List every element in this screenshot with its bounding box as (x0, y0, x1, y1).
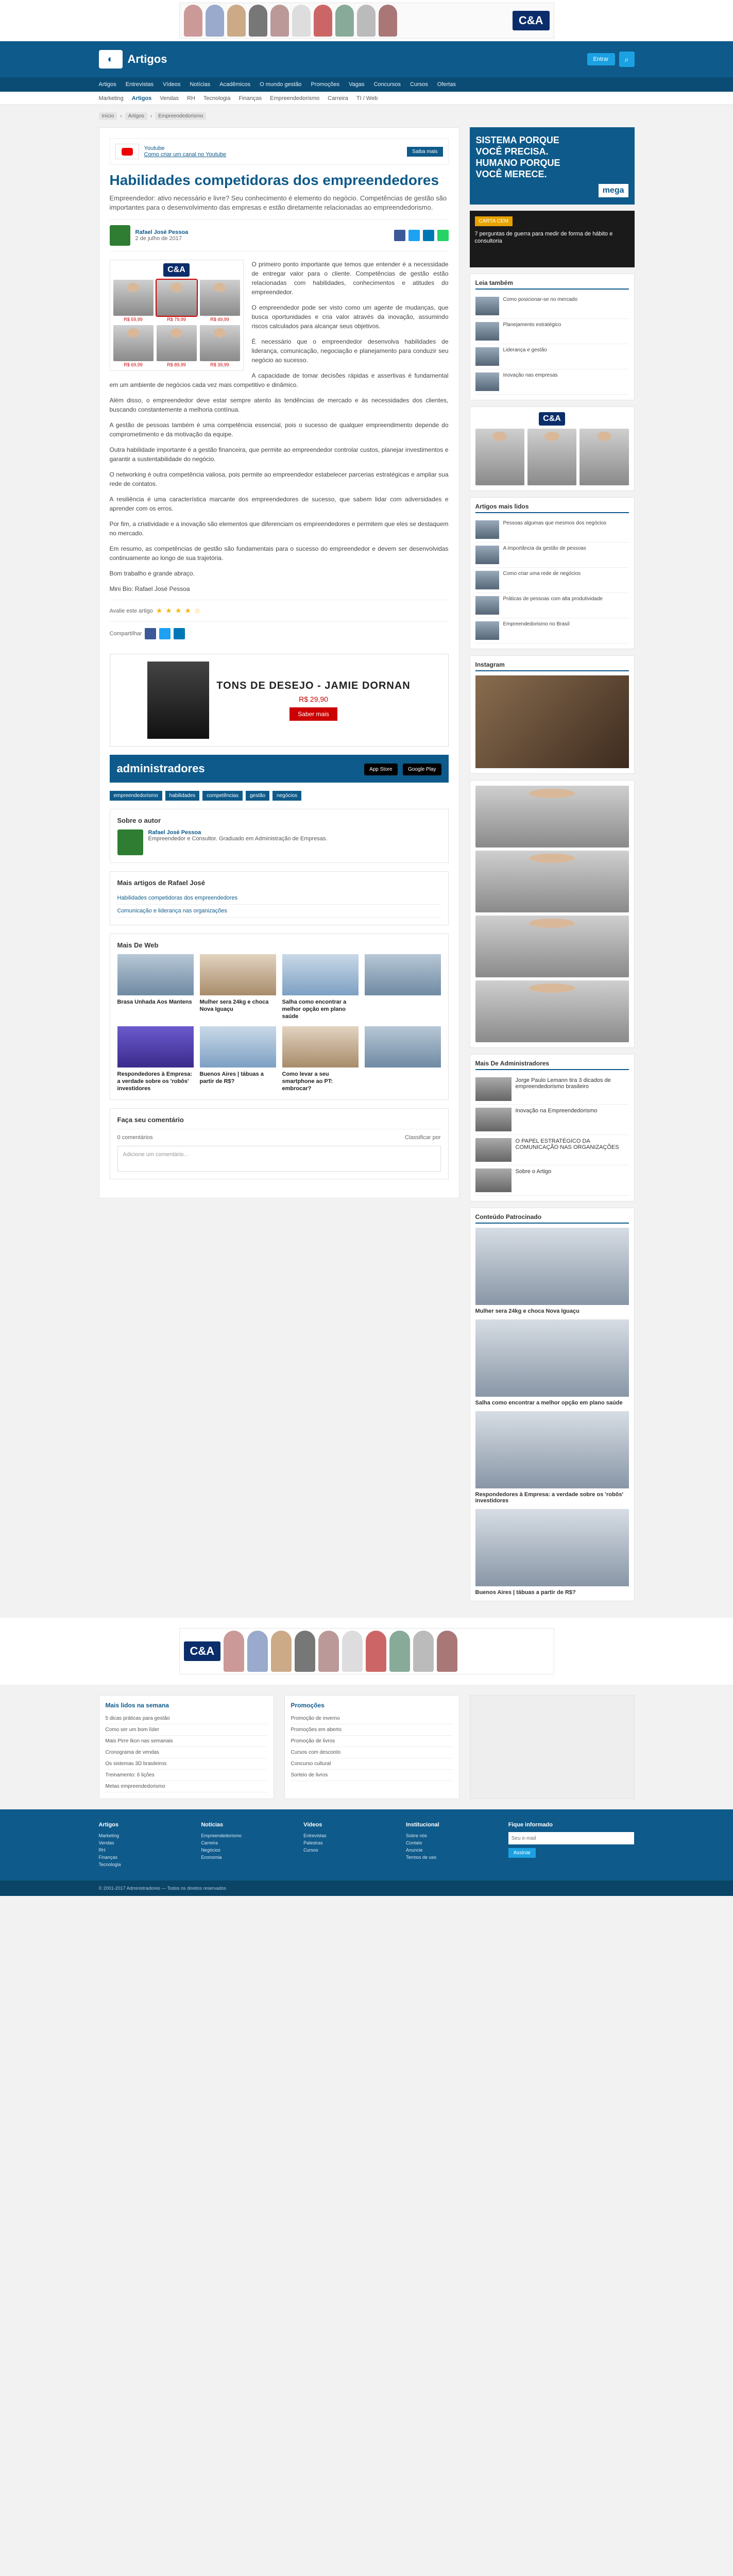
youtube-link[interactable]: Como criar um canal no Youtube (144, 151, 227, 158)
item-title: Inovação nas empresas (503, 372, 558, 378)
ad-button[interactable]: Saber mais (289, 707, 337, 721)
product-price: R$ 89,99 (167, 362, 186, 367)
product-image[interactable] (113, 325, 154, 361)
newsletter-email-input[interactable] (508, 1832, 635, 1844)
newsletter-submit-button[interactable]: Assinar (508, 1848, 536, 1858)
product-price: R$ 79,99 (167, 317, 186, 322)
sponsored-title[interactable]: Respondedores à Empresa: a verdade sobre os 'robôs' investidores (475, 1492, 624, 1504)
product-image[interactable] (475, 786, 629, 848)
tag[interactable]: gestão (246, 791, 269, 801)
article-body (110, 260, 449, 600)
web-card[interactable] (365, 954, 441, 1020)
footer-ad-slot (470, 1695, 635, 1799)
ad-model-image (247, 1631, 268, 1672)
comments-box (110, 1108, 449, 1179)
nav-item[interactable]: Promoções (311, 81, 340, 88)
dark-promo-box[interactable] (470, 211, 635, 267)
section-heading: Leia também (475, 279, 629, 290)
site-footer (0, 1809, 733, 1880)
subnav-item[interactable]: Carreira (328, 95, 348, 101)
product-price: R$ 39,99 (210, 362, 229, 367)
subnav-item[interactable]: Finanças (238, 95, 262, 101)
item-title: Inovação na Empreendedorismo (515, 1108, 598, 1114)
article-paragraph: É necessário que o empreendedor desenvolva habilidades de liderança, comunicação, negociação e planejamento para conduzir seu negócio ao sucesso. (251, 338, 449, 364)
list-item[interactable] (475, 618, 629, 643)
sidebar-product-column[interactable] (470, 780, 635, 1048)
twitter-icon[interactable] (408, 230, 420, 241)
star-icon[interactable]: ★ (156, 606, 163, 615)
item-title: Como criar uma rede de negócios (503, 571, 581, 577)
mais-da-web (110, 934, 449, 1100)
mais-administradores (470, 1054, 635, 1201)
promo-text: 7 perguntas de guerra para medir de forma de hábito e consultoria (474, 231, 613, 244)
avatar[interactable] (117, 829, 143, 855)
web-card[interactable] (117, 1026, 194, 1092)
product-image[interactable] (475, 851, 629, 912)
list-item[interactable] (475, 344, 629, 369)
ad-model-image (389, 1631, 410, 1672)
subnav-item[interactable]: Marketing (98, 95, 124, 101)
item-title: Pessoas algumas que mesmos dos negócios (503, 520, 607, 526)
article-paragraph: A gestão de pessoas também é uma competência essencial, pois o sucesso de qualquer empreendimento depende do comprometimento e da motivação da equipe. (109, 421, 449, 438)
ca-logo[interactable]: C&A (539, 412, 565, 426)
tag[interactable]: competências (202, 791, 243, 801)
article-lead: Empreendedor: ativo necessário e livre? Seu conhecimento é elemento do negócio. Competências de gestão são importantes para o desenvolvimento das empresas e estão diretamente relacionadas ao empreendedorismo. (109, 194, 447, 211)
footer-link[interactable]: Economia (201, 1855, 222, 1860)
article-paragraph: O empreendedor pode ser visto como um agente de mudanças, que busca oportunidades e cria valor através da inovação, assumindo riscos calculados para alcançar seus objetivos. (251, 304, 449, 330)
list-item[interactable] (475, 319, 629, 344)
breadcrumb-item[interactable]: Início (99, 112, 117, 120)
footer-link[interactable]: RH (98, 1848, 106, 1853)
ad-model-image (366, 1631, 386, 1672)
product-image[interactable] (579, 429, 628, 485)
rating-row (110, 600, 449, 621)
nav-item[interactable]: Artigos (98, 81, 116, 88)
banner-line: VOCÊ MERECE. (475, 169, 547, 179)
ad-model-image (335, 5, 354, 37)
banner-line: HUMANO PORQUE (475, 158, 560, 168)
copyright-text: © 2001-2017 Administradores — Todos os direitos reservados (98, 1886, 227, 1891)
card-image (117, 1026, 194, 1067)
product-image[interactable] (157, 280, 197, 316)
ca-logo[interactable]: C&A (163, 263, 190, 277)
footer-col (201, 1822, 291, 1868)
card-image (365, 1026, 441, 1067)
nav-item[interactable]: Entrevistas (125, 81, 154, 88)
list-item[interactable] (475, 1135, 629, 1165)
card-image (200, 1026, 276, 1067)
product-image[interactable] (527, 429, 576, 485)
nav-item[interactable]: Vagas (349, 81, 365, 88)
list-item[interactable]: Treinamento: 6 lições (106, 1770, 267, 1781)
section-heading: Promoções (291, 1702, 325, 1709)
ad-model-image (224, 1631, 244, 1672)
breadcrumb-item[interactable]: Artigos (125, 112, 147, 120)
footer-col (406, 1822, 496, 1868)
item-title: Liderança e gestão (503, 347, 547, 353)
product-image[interactable] (157, 325, 197, 361)
card-title: Como levar a seu smartphone ao PT: embrocar? (282, 1071, 333, 1092)
article-paragraph: Mini Bio: Rafael José Pessoa (109, 585, 190, 592)
breadcrumb-item[interactable]: Empreendedorismo (155, 112, 206, 120)
article-paragraph: O networking é outra competência valiosa, pois permite ao empreendedor estabelecer parcerias estratégicas e ampliar sua rede de contatos. (109, 471, 449, 487)
list-item[interactable]: Cronograma de vendas (106, 1747, 267, 1758)
conteudo-patrocinado (470, 1208, 635, 1601)
product-image[interactable] (475, 429, 524, 485)
copyright-bar (0, 1880, 733, 1896)
facebook-icon[interactable] (394, 230, 405, 241)
footer-link[interactable]: Palestras (303, 1840, 323, 1845)
product-image[interactable] (475, 916, 629, 977)
product-price: R$ 49,99 (210, 317, 229, 322)
item-title: Como posicionar-se no mercado (503, 297, 578, 302)
list-item[interactable]: Como ser um bom líder (106, 1724, 267, 1736)
section-heading: Mais De Web (117, 941, 159, 949)
item-title: A importância da gestão de pessoas (503, 546, 586, 551)
web-card[interactable] (200, 1026, 276, 1092)
facebook-icon[interactable] (145, 628, 156, 639)
main-nav (0, 77, 733, 92)
list-item[interactable]: Promoção de livros (291, 1736, 453, 1747)
subnav-item[interactable]: Vendas (160, 95, 179, 101)
item-title: Jorge Paulo Lemann tira 3 dicados de empreendedorismo brasileiro (515, 1077, 611, 1090)
footer-heading: Notícias (201, 1822, 224, 1828)
product-price: R$ 59,99 (124, 317, 143, 322)
ad-model-image (314, 5, 332, 37)
footer-link[interactable]: Marketing (98, 1833, 120, 1838)
article-title: Habilidades competidoras dos empreendedores (109, 172, 439, 188)
app-title: administradores (116, 762, 205, 775)
author-name[interactable]: Rafael José Pessoa (148, 829, 201, 836)
product-image[interactable] (475, 980, 629, 1042)
sponsored-title[interactable]: Mulher sera 24kg e choca Nova Iguaçu (475, 1308, 579, 1314)
list-item[interactable]: Metas empreendedorismo (106, 1781, 267, 1792)
article-paragraph: Por fim, a criatividade e a inovação são elementos que diferenciam os empreendedores e permitem que eles se destaquem no mercado. (109, 520, 449, 537)
web-card[interactable] (365, 1026, 441, 1092)
list-item[interactable] (475, 517, 629, 543)
leia-tambem (470, 274, 635, 400)
youtube-promo (110, 138, 449, 165)
item-title: Sobre o Artigo (515, 1168, 552, 1175)
subnav-item[interactable]: RH (187, 95, 195, 101)
section-heading: Mais lidos na semana (105, 1702, 169, 1709)
youtube-label: Youtube (144, 145, 165, 151)
footer-link[interactable]: Sobre nós (405, 1833, 427, 1838)
card-title: Respondedores à Empresa: a verdade sobre os 'robôs' investidores (117, 1071, 192, 1092)
author-box (110, 809, 449, 863)
footer-link[interactable]: Empreendedorismo (201, 1833, 242, 1838)
footer-lists (99, 1685, 635, 1809)
newsletter (508, 1822, 635, 1868)
star-icon[interactable]: ★ (175, 606, 182, 615)
ad-title: TONS DE DESEJO - JAMIE DORNAN (216, 680, 411, 691)
list-item[interactable]: Cursos com desconto (291, 1747, 453, 1758)
sidebar (470, 127, 635, 1607)
list-item[interactable]: Concurso cultural (291, 1758, 453, 1770)
top-ad-banner[interactable] (0, 0, 733, 41)
sort-dropdown[interactable]: Classificar por (404, 1134, 441, 1141)
list-item[interactable]: 5 dicas práticas para gestão (106, 1713, 267, 1724)
youtube-icon (115, 144, 139, 159)
footer-link[interactable]: Contato (405, 1840, 422, 1845)
search-icon[interactable]: ⌕ (619, 52, 635, 67)
card-title: Salha como encontrar a melhor opção em plano saúde (282, 999, 347, 1020)
product-image[interactable] (200, 325, 240, 361)
footer-heading: Institucional (405, 1822, 439, 1828)
list-item[interactable]: Os sistemas 3D brasileiros (106, 1758, 267, 1770)
card-title: Brasa Unhada Aos Mantens (117, 999, 192, 1005)
comments-heading: Faça seu comentário (117, 1116, 184, 1124)
section-heading: Instagram (475, 661, 629, 671)
subnav-item[interactable]: Empreendedorismo (270, 95, 320, 101)
card-image (200, 954, 276, 995)
tag[interactable]: empreendedorismo (110, 791, 162, 801)
sponsored-title[interactable]: Buenos Aires | tábuas a partir de R$? (475, 1589, 576, 1596)
banner-line: SISTEMA PORQUE (475, 135, 559, 145)
ad-photo (147, 662, 209, 739)
footer-link[interactable]: Termos de uso (405, 1855, 436, 1860)
list-item[interactable] (475, 1165, 629, 1196)
sub-nav (0, 92, 733, 105)
footer-link[interactable]: Carreira (201, 1840, 218, 1845)
sidebar-product-ad[interactable] (470, 406, 635, 491)
section-heading: Mais De Administradores (475, 1060, 629, 1070)
ad-model-image (184, 5, 202, 37)
list-item[interactable]: Habilidades competidoras dos empreendedores (117, 892, 441, 905)
sponsored-image[interactable] (475, 1228, 629, 1305)
list-item[interactable]: Comunicação e liderança nas organizações (117, 905, 441, 918)
nav-item[interactable]: Concursos (373, 81, 401, 88)
comment-count: 0 comentários (117, 1134, 153, 1141)
ad-model-image (379, 5, 397, 37)
web-card[interactable] (282, 954, 359, 1020)
product-image[interactable] (200, 280, 240, 316)
nav-item[interactable]: O mundo gestão (260, 81, 302, 88)
book-ad[interactable] (110, 654, 449, 747)
ad-model-image (318, 1631, 339, 1672)
avatar[interactable] (110, 225, 130, 246)
footer-heading: Vídeos (303, 1822, 322, 1828)
card-title: Mulher sera 24kg e choca Nova Iguaçu (199, 999, 269, 1012)
section-heading: Conteúdo Patrocinado (475, 1213, 629, 1224)
google-play-button[interactable]: Google Play (403, 764, 441, 775)
more-by-author (110, 871, 449, 925)
ad-model-image (342, 1631, 363, 1672)
footer-link[interactable]: Finanças (98, 1855, 118, 1860)
item-title: Planejamento estratégico (503, 322, 561, 328)
footer-link[interactable]: Entrevistas (303, 1833, 327, 1838)
list-item[interactable]: Promoções em aberto (291, 1724, 453, 1736)
section-heading: Artigos mais lidos (475, 503, 629, 513)
inline-ad[interactable] (110, 260, 244, 371)
site-title[interactable]: Artigos (127, 53, 167, 65)
sponsored-image[interactable] (475, 1319, 629, 1397)
youtube-button[interactable]: Saiba mais (407, 147, 442, 157)
login-button[interactable]: Entrar (587, 53, 615, 65)
list-item[interactable] (475, 294, 629, 319)
twitter-icon[interactable] (159, 628, 171, 639)
linkedin-icon[interactable] (174, 628, 185, 639)
nav-item[interactable]: Ofertas (437, 81, 456, 88)
tag[interactable]: negócios (272, 791, 301, 801)
sponsored-image[interactable] (475, 1411, 629, 1488)
linkedin-icon[interactable] (423, 230, 434, 241)
newsletter-heading: Fique informado (508, 1822, 553, 1828)
star-icon[interactable]: ☆ (194, 606, 201, 615)
banner-line: VOCÊ PRECISA. (475, 146, 549, 157)
card-image (282, 1026, 359, 1067)
subnav-item[interactable]: Artigos (131, 95, 152, 101)
bottom-ad-banner[interactable] (0, 1618, 733, 1685)
comment-input[interactable]: Adicione um comentário... (117, 1146, 441, 1172)
list-item[interactable] (475, 593, 629, 618)
share-row (110, 621, 449, 646)
footer-link[interactable]: Tecnologia (98, 1862, 121, 1867)
subnav-item[interactable]: Tecnologia (203, 95, 231, 101)
whatsapp-icon[interactable] (437, 230, 449, 241)
artigos-mais-lidos (470, 497, 635, 649)
ad-model-image (437, 1631, 457, 1672)
instagram-image[interactable] (475, 675, 629, 768)
product-image[interactable] (113, 280, 154, 316)
app-store-button[interactable]: App Store (364, 764, 397, 775)
tag[interactable]: habilidades (165, 791, 200, 801)
star-icon[interactable]: ★ (165, 606, 172, 615)
share-label: Compartilhar (109, 631, 142, 637)
list-item[interactable] (475, 1105, 629, 1135)
ad-model-image (357, 5, 376, 37)
instagram-box (470, 655, 635, 774)
item-title: Empreendedorismo no Brasil (503, 621, 570, 627)
item-title: Práticas de pessoas com alta produtividade (503, 596, 603, 602)
footer-heading: Artigos (98, 1822, 118, 1828)
item-title: O PAPEL ESTRATÉGICO DA COMUNICAÇÃO NAS ORGANIZAÇÕES (515, 1138, 619, 1150)
card-image (117, 954, 194, 995)
footer-link[interactable]: Anuncie (405, 1848, 423, 1853)
product-price: R$ 69,99 (124, 362, 143, 367)
nav-item[interactable]: Vídeos (163, 81, 181, 88)
ad-model-image (227, 5, 246, 37)
footer-link[interactable]: Negócios (201, 1848, 220, 1853)
article-paragraph: A capacidade de tomar decisões rápidas e assertivas é fundamental em um ambiente de negócios cada vez mais competitivo e dinâmico. (109, 372, 449, 388)
footer-col (303, 1822, 394, 1868)
more-heading: Mais artigos de Rafael José (117, 879, 206, 887)
list-item[interactable]: Sorteio de livros (291, 1770, 453, 1781)
footer-link[interactable]: Cursos (303, 1848, 318, 1853)
list-item[interactable]: Promoção de inverno (291, 1713, 453, 1724)
article-paragraph: Bom trabalho e grande abraço. (109, 570, 195, 577)
mega-logo: mega (599, 184, 628, 197)
author-name[interactable]: Rafael José Pessoa (135, 229, 189, 235)
promo-tag: CARTA CEM (475, 216, 513, 226)
article-main (99, 127, 459, 1198)
ad-price: R$ 29,90 (299, 694, 328, 703)
card-title: Buenos Aires | tábuas a partir de R$? (199, 1071, 264, 1084)
ad-model-image (271, 1631, 292, 1672)
site-header (0, 41, 733, 77)
card-image (365, 954, 441, 995)
ca-logo[interactable]: C&A (513, 11, 550, 30)
sidebar-banner-ad[interactable] (470, 127, 635, 205)
ad-model-image (249, 5, 267, 37)
author-bio: Empreendedor e Consultor. Graduado em Administração de Empresas. (148, 836, 328, 842)
list-item[interactable] (475, 369, 629, 395)
ca-logo[interactable]: C&A (184, 1641, 221, 1661)
list-item[interactable] (475, 543, 629, 568)
rating-label: Avalie este artigo (109, 607, 153, 614)
nav-item[interactable]: Acadêmicos (219, 81, 251, 88)
site-logo[interactable]: ◐ (99, 50, 123, 69)
footer-col (99, 1822, 189, 1868)
article-paragraph: Outra habilidade importante é a gestão financeira, que permite ao empreendedor controlar custos, planejar investimentos e garantir a sustentabilidade do negócio. (109, 446, 449, 463)
author-box-heading: Sobre o autor (117, 817, 161, 824)
article-paragraph: Além disso, o empreendedor deve estar sempre atento às tendências de mercado e às necessidades dos clientes, buscando constantemente a melhoria contínua. (109, 397, 449, 413)
subnav-item[interactable]: TI / Web (356, 95, 378, 101)
article-paragraph: O primeiro ponto importante que temos que entender é a necessidade de entregar valor para o cliente. Competências de gestão estão relacionadas com habilidades, conhecimentos e atitudes do empreendedor. (251, 261, 449, 296)
mais-lidos-semana (99, 1695, 274, 1799)
ad-model-image (413, 1631, 434, 1672)
app-download-bar (110, 755, 449, 783)
web-card[interactable] (282, 1026, 359, 1092)
star-icon[interactable]: ★ (184, 606, 191, 615)
breadcrumb: Início › Artigos › Empreendedorismo (99, 105, 635, 127)
list-item[interactable] (475, 568, 629, 593)
web-card[interactable] (200, 954, 276, 1020)
article-paragraph: A resiliência é uma característica marcante dos empreendedores de sucesso, que sabem lidar com adversidades e aprender com os erros. (109, 496, 449, 512)
sponsored-image[interactable] (475, 1509, 629, 1586)
article-date: 2 de julho de 2017 (135, 235, 182, 242)
ad-model-image (206, 5, 224, 37)
card-image (282, 954, 359, 995)
nav-item[interactable]: Cursos (410, 81, 428, 88)
ad-model-image (295, 1631, 315, 1672)
nav-item[interactable]: Notícias (190, 81, 211, 88)
ad-model-image (292, 5, 311, 37)
promocoes (284, 1695, 459, 1799)
web-card[interactable] (117, 954, 194, 1020)
list-item[interactable]: Mais Pirre Ikon nas semanais (106, 1736, 267, 1747)
sponsored-title[interactable]: Salha como encontrar a melhor opção em plano saúde (475, 1400, 623, 1406)
tag-list (110, 791, 449, 801)
author-row (110, 219, 449, 251)
footer-link[interactable]: Vendas (98, 1840, 114, 1845)
ad-model-image (270, 5, 289, 37)
article-paragraph: Em resumo, as competências de gestão são fundamentais para o sucesso do empreendedor e devem ser desenvolvidas continuamente ao longo de sua trajetória. (109, 545, 449, 562)
list-item[interactable] (475, 1074, 629, 1105)
